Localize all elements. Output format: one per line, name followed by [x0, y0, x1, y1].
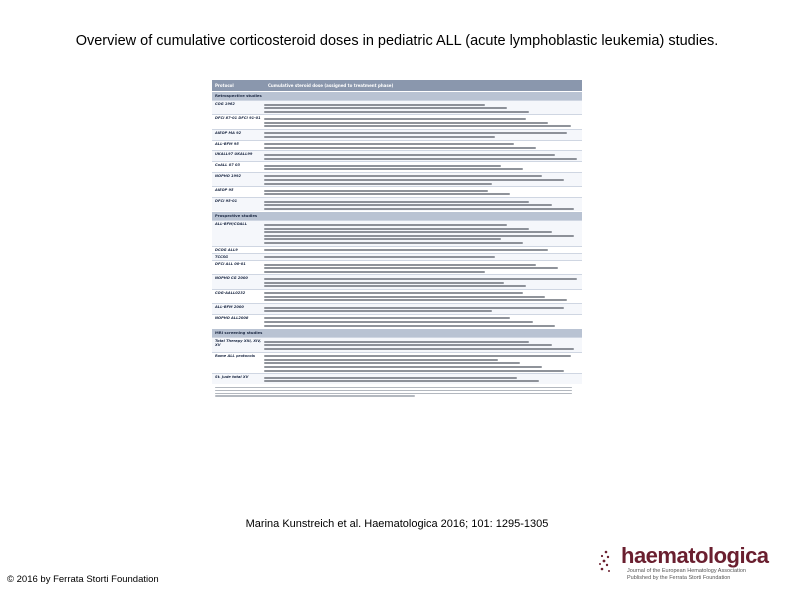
dose-text-line	[264, 321, 533, 323]
dose-text-line	[264, 285, 526, 287]
dose-text-line	[264, 147, 536, 149]
table-section-rows	[212, 220, 582, 328]
dose-text-line	[264, 325, 555, 327]
dose-text-line	[264, 362, 520, 364]
dose-text-line	[264, 249, 548, 251]
protocol-name: NOPHO CG 2000	[215, 276, 248, 281]
protocol-name: AIEOP MA 92	[215, 130, 242, 135]
dose-text-line	[264, 370, 564, 372]
dose-description	[262, 353, 582, 374]
dose-description	[262, 198, 582, 211]
dose-description	[262, 115, 582, 128]
dose-description	[262, 338, 582, 351]
table-row	[212, 274, 582, 288]
dose-text-line	[264, 154, 555, 156]
dose-text-line	[264, 348, 574, 350]
protocol-name: DFCI ALL 00-01	[215, 261, 246, 266]
dose-text-line	[264, 231, 552, 233]
dose-text-line	[264, 104, 485, 106]
footnote-line	[215, 393, 572, 394]
dose-text-line	[264, 296, 545, 298]
dose-text-line	[264, 355, 571, 357]
table-body	[212, 91, 582, 384]
table-row	[212, 260, 582, 274]
table-section-rows	[212, 100, 582, 211]
dose-description	[262, 304, 582, 314]
dose-text-line	[264, 256, 495, 258]
dose-description	[262, 162, 582, 172]
protocol-name: UKALL97 UKALL99	[215, 152, 253, 157]
protocol-name: ALL-BFM 2000	[215, 305, 244, 310]
dose-text-line	[264, 344, 552, 346]
dose-text-line	[264, 158, 577, 160]
dose-description	[262, 261, 582, 274]
dose-text-line	[264, 242, 523, 244]
table-row	[212, 337, 582, 351]
dose-description	[262, 151, 582, 161]
table-section-heading: Prospective studies	[212, 211, 582, 220]
dose-table	[212, 80, 582, 512]
dose-description	[262, 173, 582, 186]
haematologica-logo	[597, 544, 777, 584]
table-row	[212, 303, 582, 314]
table-section-rows	[212, 337, 582, 384]
table-row	[212, 220, 582, 245]
dose-text-line	[264, 125, 571, 127]
dose-text-line	[264, 107, 507, 109]
logo-wordmark: haematologica	[621, 543, 769, 568]
table-row	[212, 352, 582, 374]
protocol-name: AIEOP 95	[215, 188, 234, 193]
dose-text-line	[264, 299, 567, 301]
table-row	[212, 253, 582, 260]
table-row	[212, 373, 582, 384]
dose-text-line	[264, 310, 492, 312]
protocol-name: TCCSG	[215, 254, 229, 259]
dose-text-line	[264, 224, 507, 226]
header-protocol: Protocol	[215, 83, 234, 88]
dose-text-line	[264, 183, 492, 185]
protocol-name: CoALL 07 03	[215, 163, 240, 168]
dose-text-line	[264, 271, 485, 273]
table-row	[212, 289, 582, 303]
dose-description	[262, 275, 582, 288]
dose-text-line	[264, 165, 501, 167]
dose-text-line	[264, 143, 514, 145]
dose-text-line	[264, 235, 574, 237]
dose-text-line	[264, 179, 564, 181]
dose-description	[262, 130, 582, 140]
protocol-name: COG 1962	[215, 102, 235, 106]
dose-text-line	[264, 204, 552, 206]
logo-subtitle-1: Journal of the European Hematology Association	[627, 568, 746, 574]
table-row	[212, 197, 582, 211]
dose-description	[262, 315, 582, 328]
dose-text-line	[264, 238, 501, 240]
table-row	[212, 129, 582, 140]
table-row	[212, 140, 582, 151]
logo-mark-icon	[597, 546, 623, 578]
dose-text-line	[264, 377, 517, 379]
logo-subtitle-2: Published by the Ferrata Storti Foundation	[627, 575, 731, 581]
dose-description	[262, 141, 582, 151]
table-header	[212, 80, 582, 91]
dose-text-line	[264, 111, 529, 113]
dose-text-line	[264, 168, 523, 170]
footnote-line	[215, 390, 572, 391]
footnote-line	[215, 395, 415, 396]
table-row	[212, 161, 582, 172]
table-row	[212, 150, 582, 161]
dose-text-line	[264, 201, 529, 203]
dose-description	[262, 101, 582, 114]
dose-description	[262, 254, 582, 260]
slide-title: Overview of cumulative corticosteroid doses in pediatric ALL (acute lymphoblastic leukemia) studies.	[75, 33, 719, 49]
dose-description	[262, 221, 582, 245]
copyright: © 2016 by Ferrata Storti Foundation	[7, 574, 159, 585]
protocol-name: ALL-BFM 95	[215, 141, 239, 146]
table-row	[212, 186, 582, 197]
dose-text-line	[264, 136, 495, 138]
table-row	[212, 114, 582, 128]
dose-text-line	[264, 228, 529, 230]
dose-text-line	[264, 359, 498, 361]
table-row	[212, 314, 582, 328]
dose-text-line	[264, 341, 529, 343]
table-footnote	[212, 387, 582, 397]
table-row	[212, 246, 582, 253]
protocol-name: NOPHO ALL2008	[215, 315, 249, 320]
protocol-name: St. Jude total XV	[215, 375, 249, 380]
dose-description	[262, 247, 582, 253]
table-row	[212, 172, 582, 186]
protocol-name: NOPHO 1992	[215, 173, 242, 178]
protocol-name: Total Therapy XIII, XIV, XV	[215, 339, 261, 348]
dose-text-line	[264, 175, 542, 177]
header-dose: Cumulative steroid dose (assigned to treatment phase)	[268, 83, 394, 88]
protocol-name: DCOG ALL9	[215, 247, 238, 252]
dose-text-line	[264, 267, 558, 269]
dose-text-line	[264, 122, 548, 124]
dose-text-line	[264, 282, 504, 284]
dose-text-line	[264, 366, 542, 368]
dose-text-line	[264, 132, 567, 134]
table-section-heading: Retrospective studies	[212, 91, 582, 100]
dose-text-line	[264, 193, 510, 195]
table-section-heading: MRI screening studies	[212, 328, 582, 337]
dose-text-line	[264, 292, 523, 294]
protocol-name: ALL-BFM/COALL	[215, 222, 247, 227]
dose-text-line	[264, 278, 577, 280]
protocol-name: DFCI 87-01 DFCI 91-01	[215, 116, 261, 121]
dose-text-line	[264, 208, 574, 210]
dose-text-line	[264, 264, 536, 266]
protocol-name: Rome ALL protocols	[215, 353, 256, 358]
dose-text-line	[264, 317, 510, 319]
dose-text-line	[264, 380, 539, 382]
protocol-name: COG-AALL0232	[215, 290, 246, 295]
dose-text-line	[264, 190, 488, 192]
table-row	[212, 100, 582, 114]
protocol-name: DFCI 95-01	[215, 199, 238, 204]
citation: Marina Kunstreich et al. Haematologica 2016; 101: 1295-1305	[245, 518, 549, 530]
dose-description	[262, 290, 582, 303]
dose-text-line	[264, 307, 564, 309]
dose-description	[262, 187, 582, 197]
dose-description	[262, 374, 582, 384]
footnote-line	[215, 387, 572, 388]
dose-text-line	[264, 118, 526, 120]
